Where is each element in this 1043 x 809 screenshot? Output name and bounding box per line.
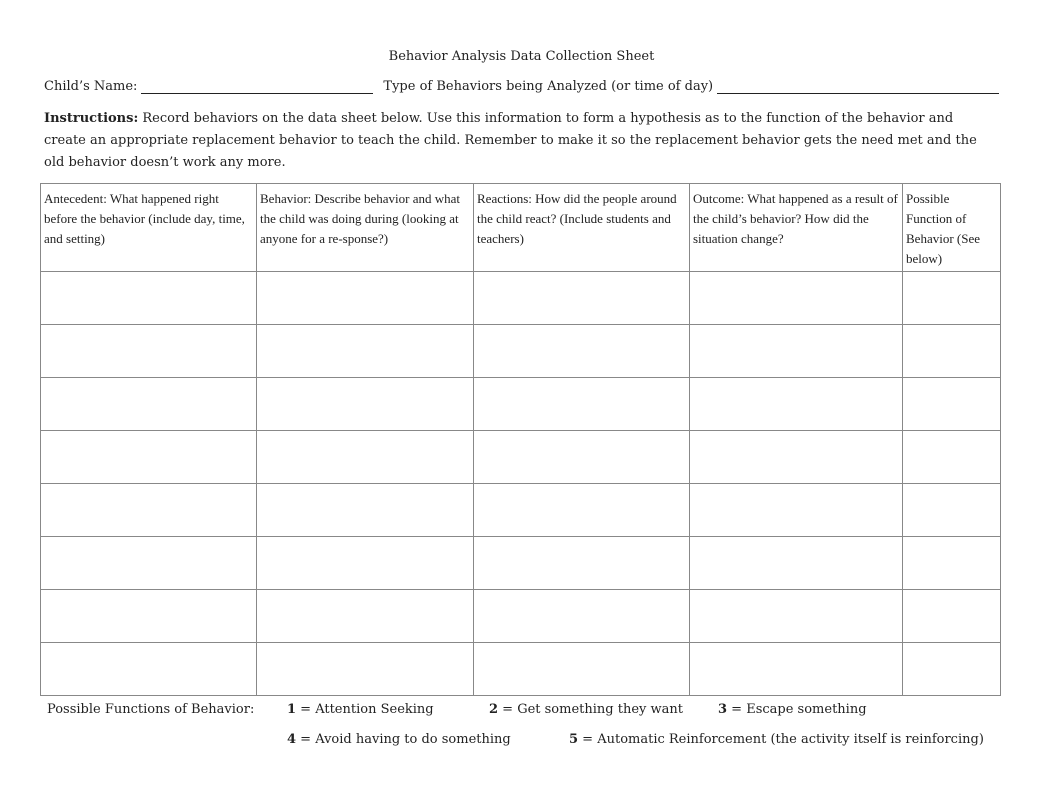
table-cell[interactable]: [41, 590, 257, 643]
table-row: [41, 431, 1001, 484]
instructions-text: Record behaviors on the data sheet below. Use this information to form a hypothesis as to the function of the behavior and create an appropriate replacement behavior to teach the child. Remember to make it so the replacement behavior gets the need met and the old behavior doesn’t work any more.: [44, 111, 977, 170]
table-cell[interactable]: [690, 272, 903, 325]
table-cell[interactable]: [41, 325, 257, 378]
table-row: [41, 643, 1001, 696]
table-cell[interactable]: [690, 537, 903, 590]
behavior-type-field[interactable]: [717, 79, 999, 94]
table-cell[interactable]: [41, 431, 257, 484]
function-text: = Automatic Reinforcement (the activity itself is reinforcing): [578, 732, 984, 747]
table-cell[interactable]: [257, 272, 474, 325]
table-cell[interactable]: [474, 537, 690, 590]
table-cell[interactable]: [41, 484, 257, 537]
table-cell[interactable]: [257, 537, 474, 590]
table-cell[interactable]: [474, 272, 690, 325]
table-row: [41, 590, 1001, 643]
function-item: [489, 702, 683, 717]
table-cell[interactable]: [903, 272, 1001, 325]
function-text: = Attention Seeking: [296, 702, 434, 717]
table-cell[interactable]: [41, 378, 257, 431]
function-number: 1: [287, 702, 297, 717]
table-cell[interactable]: [690, 643, 903, 696]
child-name-field[interactable]: [141, 79, 373, 94]
table-cell[interactable]: [474, 378, 690, 431]
table-cell[interactable]: [690, 590, 903, 643]
function-number: 3: [718, 702, 728, 717]
table-cell[interactable]: [257, 590, 474, 643]
function-item: [569, 732, 984, 747]
table-cell[interactable]: [474, 643, 690, 696]
child-name-label: Child’s Name:: [44, 79, 138, 94]
table-row: [41, 325, 1001, 378]
table-cell[interactable]: [257, 378, 474, 431]
table-cell[interactable]: [41, 272, 257, 325]
functions-label: Possible Functions of Behavior:: [47, 702, 255, 717]
table-cell[interactable]: [257, 484, 474, 537]
column-header-behavior: Behavior: Describe behavior and what the child was doing during (looking at anyone for a re-sponse?): [257, 184, 474, 272]
table-row: [41, 378, 1001, 431]
page-title: Behavior Analysis Data Collection Sheet: [388, 49, 655, 64]
column-header-reactions: Reactions: How did the people around the child react? (Include students and teachers): [474, 184, 690, 272]
header-fields: [44, 79, 999, 94]
table-cell[interactable]: [903, 325, 1001, 378]
table-cell[interactable]: [690, 431, 903, 484]
function-number: 2: [489, 702, 499, 717]
table-cell[interactable]: [41, 643, 257, 696]
instructions: [44, 108, 999, 174]
table-cell[interactable]: [41, 537, 257, 590]
table-cell[interactable]: [257, 325, 474, 378]
table-cell[interactable]: [257, 643, 474, 696]
function-number: 5: [569, 732, 579, 747]
table-cell[interactable]: [690, 378, 903, 431]
table-cell[interactable]: [257, 431, 474, 484]
column-header-outcome: Outcome: What happened as a result of the child’s behavior? How did the situation change?: [690, 184, 903, 272]
instructions-label: Instructions:: [44, 111, 139, 126]
function-item: [287, 702, 434, 717]
behavior-data-table: [40, 183, 1001, 696]
table-cell[interactable]: [690, 325, 903, 378]
table-cell[interactable]: [903, 484, 1001, 537]
function-item: [718, 702, 867, 717]
table-cell[interactable]: [474, 484, 690, 537]
function-number: 4: [287, 732, 297, 747]
column-header-function: Possible Function of Behavior (See below): [903, 184, 1001, 272]
function-text: = Get something they want: [498, 702, 683, 717]
table-cell[interactable]: [903, 431, 1001, 484]
behavior-type-label: Type of Behaviors being Analyzed (or time of day): [383, 79, 714, 94]
table-row: [41, 272, 1001, 325]
function-text: = Escape something: [727, 702, 867, 717]
table-row: [41, 537, 1001, 590]
function-item: [287, 732, 511, 747]
table-row: [41, 484, 1001, 537]
table-cell[interactable]: [690, 484, 903, 537]
column-header-antecedent: Antecedent: What happened right before the behavior (include day, time, and setting): [41, 184, 257, 272]
table-cell[interactable]: [474, 590, 690, 643]
table-cell[interactable]: [903, 590, 1001, 643]
table-body: [41, 272, 1001, 696]
table-header-row: [41, 184, 1001, 272]
table-cell[interactable]: [903, 643, 1001, 696]
table-cell[interactable]: [903, 537, 1001, 590]
table-cell[interactable]: [903, 378, 1001, 431]
table-cell[interactable]: [474, 325, 690, 378]
function-text: = Avoid having to do something: [296, 732, 511, 747]
table-cell[interactable]: [474, 431, 690, 484]
